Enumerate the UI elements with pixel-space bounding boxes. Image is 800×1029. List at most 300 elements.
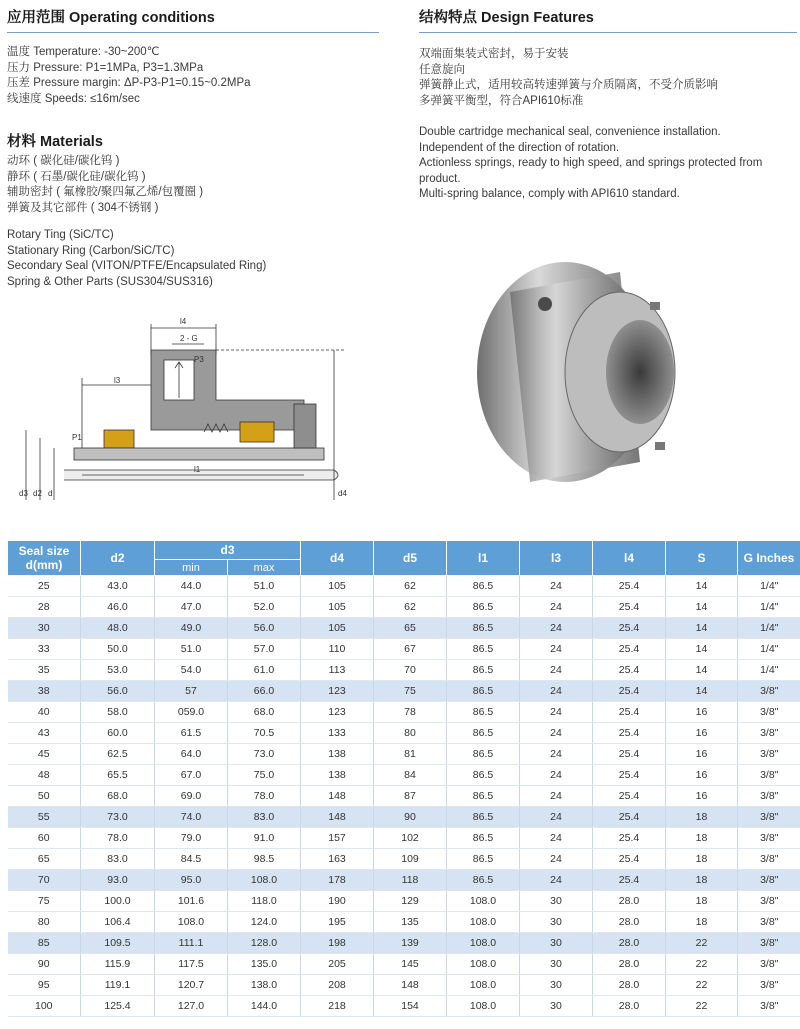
table-row xyxy=(8,597,800,618)
cell-d5: 78 xyxy=(374,702,447,723)
cell-seal-size: 80 xyxy=(8,912,81,933)
cell-s: 14 xyxy=(666,681,738,702)
design-cn-line: 双端面集装式密封，易于安装 xyxy=(419,48,569,60)
cell-s: 16 xyxy=(666,786,738,807)
cell-seal-size: 40 xyxy=(8,702,81,723)
cell-d5: 65 xyxy=(374,618,447,639)
cell-seal-size: 28 xyxy=(8,597,81,618)
cell-g-inches: 3/8" xyxy=(738,975,800,996)
cell-d4: 138 xyxy=(301,765,374,786)
cell-l3: 24 xyxy=(520,576,593,597)
cell-d5: 80 xyxy=(374,723,447,744)
cell-d4: 178 xyxy=(301,870,374,891)
cell-g-inches: 3/8" xyxy=(738,744,800,765)
cell-l4: 28.0 xyxy=(593,975,666,996)
cell-g-inches: 3/8" xyxy=(738,870,800,891)
cell-d3-max: 108.0 xyxy=(228,870,301,891)
cell-l1: 108.0 xyxy=(447,996,520,1017)
cell-g-inches: 3/8" xyxy=(738,933,800,954)
cell-d3-min: 44.0 xyxy=(155,576,228,597)
cell-seal-size: 75 xyxy=(8,891,81,912)
cell-l1: 86.5 xyxy=(447,618,520,639)
cell-d4: 190 xyxy=(301,891,374,912)
cell-seal-size: 60 xyxy=(8,828,81,849)
speed-line: 线速度 Speeds: ≤16m/sec xyxy=(7,92,140,105)
cell-seal-size: 85 xyxy=(8,933,81,954)
cell-d2: 62.5 xyxy=(81,744,155,765)
cell-d2: 119.1 xyxy=(81,975,155,996)
cell-l4: 25.4 xyxy=(593,702,666,723)
cell-d2: 46.0 xyxy=(81,597,155,618)
cell-d2: 60.0 xyxy=(81,723,155,744)
cell-d2: 115.9 xyxy=(81,954,155,975)
seal-cross-section-drawing xyxy=(4,300,356,510)
cell-l3: 24 xyxy=(520,681,593,702)
cell-l3: 24 xyxy=(520,849,593,870)
cell-seal-size: 30 xyxy=(8,618,81,639)
cell-d2: 73.0 xyxy=(81,807,155,828)
cell-seal-size: 90 xyxy=(8,954,81,975)
cell-l3: 24 xyxy=(520,723,593,744)
cell-d4: 123 xyxy=(301,702,374,723)
cell-d3-max: 68.0 xyxy=(228,702,301,723)
cell-l1: 108.0 xyxy=(447,912,520,933)
material-en-line: Spring & Other Parts (SUS304/SUS316) xyxy=(7,275,213,288)
cell-d3-max: 61.0 xyxy=(228,660,301,681)
operating-list xyxy=(7,45,251,107)
cell-l3: 30 xyxy=(520,912,593,933)
cell-seal-size: 25 xyxy=(8,576,81,597)
cell-d5: 148 xyxy=(374,975,447,996)
cell-l3: 24 xyxy=(520,597,593,618)
cell-l4: 25.4 xyxy=(593,828,666,849)
cell-g-inches: 3/8" xyxy=(738,891,800,912)
cell-l1: 86.5 xyxy=(447,849,520,870)
cell-l1: 86.5 xyxy=(447,807,520,828)
cell-d3-max: 66.0 xyxy=(228,681,301,702)
design-rule xyxy=(419,32,797,33)
cell-l1: 86.5 xyxy=(447,765,520,786)
l1-label: l1 xyxy=(194,465,201,474)
table-row xyxy=(8,744,800,765)
cell-d3-max: 52.0 xyxy=(228,597,301,618)
design-en-line: Multi-spring balance, comply with API610 standard. xyxy=(419,188,680,201)
cell-d5: 81 xyxy=(374,744,447,765)
cell-l4: 25.4 xyxy=(593,576,666,597)
cell-s: 16 xyxy=(666,723,738,744)
material-cn-line: 辅助密封 ( 氟橡胶/聚四氟乙烯/包覆圈 ) xyxy=(7,186,204,199)
material-cn-line: 弹簧及其它部件 ( 304不锈钢 ) xyxy=(7,201,159,214)
cell-d3-min: 120.7 xyxy=(155,975,228,996)
cell-s: 16 xyxy=(666,702,738,723)
header-l1: l1 xyxy=(447,541,520,576)
cell-g-inches: 3/8" xyxy=(738,807,800,828)
cell-l1: 86.5 xyxy=(447,828,520,849)
cell-seal-size: 50 xyxy=(8,786,81,807)
cell-d4: 163 xyxy=(301,849,374,870)
cell-seal-size: 65 xyxy=(8,849,81,870)
cell-s: 18 xyxy=(666,912,738,933)
table-row xyxy=(8,933,800,954)
cell-d2: 43.0 xyxy=(81,576,155,597)
header-d5: d5 xyxy=(374,541,447,576)
cell-l4: 28.0 xyxy=(593,996,666,1017)
cell-l3: 24 xyxy=(520,660,593,681)
cell-l3: 24 xyxy=(520,870,593,891)
header-d4: d4 xyxy=(301,541,374,576)
cell-d3-max: 144.0 xyxy=(228,996,301,1017)
design-cn-line: 任意旋向 xyxy=(419,63,465,76)
cell-d3-min: 127.0 xyxy=(155,996,228,1017)
table-row xyxy=(8,681,800,702)
cell-l3: 30 xyxy=(520,891,593,912)
cell-seal-size: 43 xyxy=(8,723,81,744)
design-cn-list xyxy=(419,47,718,109)
operating-heading: 应用范围 Operating conditions xyxy=(7,10,215,26)
cell-l3: 24 xyxy=(520,786,593,807)
cell-g-inches: 3/8" xyxy=(738,681,800,702)
cell-d5: 70 xyxy=(374,660,447,681)
cell-l3: 24 xyxy=(520,618,593,639)
header-l4: l4 xyxy=(593,541,666,576)
cell-s: 14 xyxy=(666,618,738,639)
cell-l1: 86.5 xyxy=(447,576,520,597)
cell-l3: 24 xyxy=(520,744,593,765)
cell-l4: 25.4 xyxy=(593,639,666,660)
cell-d3-min: 49.0 xyxy=(155,618,228,639)
cell-d2: 125.4 xyxy=(81,996,155,1017)
cell-s: 22 xyxy=(666,975,738,996)
cell-d3-max: 78.0 xyxy=(228,786,301,807)
cell-l1: 86.5 xyxy=(447,681,520,702)
cell-l1: 108.0 xyxy=(447,933,520,954)
cell-d3-min: 101.6 xyxy=(155,891,228,912)
cell-d2: 100.0 xyxy=(81,891,155,912)
cell-d4: 133 xyxy=(301,723,374,744)
cell-l3: 24 xyxy=(520,765,593,786)
cell-d4: 110 xyxy=(301,639,374,660)
cell-l1: 86.5 xyxy=(447,744,520,765)
table-row xyxy=(8,660,800,681)
cell-d2: 48.0 xyxy=(81,618,155,639)
cell-d2: 65.5 xyxy=(81,765,155,786)
cell-g-inches: 1/4" xyxy=(738,639,800,660)
cell-l1: 86.5 xyxy=(447,870,520,891)
table-row xyxy=(8,996,800,1017)
cell-d4: 105 xyxy=(301,618,374,639)
cell-l4: 25.4 xyxy=(593,849,666,870)
sleeve xyxy=(74,448,324,460)
cell-d5: 118 xyxy=(374,870,447,891)
d4-label: d4 xyxy=(338,489,347,498)
table-row xyxy=(8,828,800,849)
cell-d4: 123 xyxy=(301,681,374,702)
cell-d3-max: 124.0 xyxy=(228,912,301,933)
cell-l3: 24 xyxy=(520,702,593,723)
header-d3-max: max xyxy=(228,560,301,576)
design-en-line: Independent of the direction of rotation. xyxy=(419,141,620,154)
cell-g-inches: 3/8" xyxy=(738,996,800,1017)
cell-l4: 28.0 xyxy=(593,954,666,975)
cell-g-inches: 3/8" xyxy=(738,828,800,849)
cell-l3: 30 xyxy=(520,954,593,975)
cell-d5: 109 xyxy=(374,849,447,870)
cell-d5: 87 xyxy=(374,786,447,807)
header-d2: d2 xyxy=(81,541,155,576)
cell-l3: 24 xyxy=(520,807,593,828)
cell-d3-max: 75.0 xyxy=(228,765,301,786)
table-row xyxy=(8,786,800,807)
cell-d3-min: 69.0 xyxy=(155,786,228,807)
design-en-line: Actionless springs, ready to high speed, and springs protected from product. xyxy=(419,157,763,185)
operating-rule xyxy=(7,32,379,33)
materials-en-list xyxy=(7,228,266,290)
cell-d5: 62 xyxy=(374,576,447,597)
table-row xyxy=(8,954,800,975)
table-row xyxy=(8,912,800,933)
cell-d4: 148 xyxy=(301,807,374,828)
cell-s: 18 xyxy=(666,891,738,912)
set-screw xyxy=(650,302,660,310)
cell-d4: 198 xyxy=(301,933,374,954)
two-g-label: 2 - G xyxy=(180,334,198,343)
cell-d3-max: 57.0 xyxy=(228,639,301,660)
table-row xyxy=(8,849,800,870)
table-row xyxy=(8,891,800,912)
cell-g-inches: 3/8" xyxy=(738,954,800,975)
cell-d3-max: 73.0 xyxy=(228,744,301,765)
design-cn-line: 多弹簧平衡型，符合API610标准 xyxy=(419,94,584,107)
materials-cn-list xyxy=(7,154,203,216)
cell-d3-min: 67.0 xyxy=(155,765,228,786)
cell-d5: 90 xyxy=(374,807,447,828)
shaft-bore xyxy=(606,320,674,424)
cell-seal-size: 38 xyxy=(8,681,81,702)
cell-d5: 154 xyxy=(374,996,447,1017)
cell-g-inches: 3/8" xyxy=(738,849,800,870)
cell-s: 18 xyxy=(666,807,738,828)
cell-l3: 30 xyxy=(520,975,593,996)
design-en-line: Double cartridge mechanical seal, convenience installation. xyxy=(419,126,721,138)
header-l3: l3 xyxy=(520,541,593,576)
cell-d3-max: 138.0 xyxy=(228,975,301,996)
cell-d3-min: 79.0 xyxy=(155,828,228,849)
cell-d3-min: 95.0 xyxy=(155,870,228,891)
cell-g-inches: 3/8" xyxy=(738,786,800,807)
port-hole xyxy=(538,297,552,311)
cell-d4: 208 xyxy=(301,975,374,996)
cell-seal-size: 55 xyxy=(8,807,81,828)
cell-d5: 84 xyxy=(374,765,447,786)
cell-d4: 113 xyxy=(301,660,374,681)
cell-seal-size: 35 xyxy=(8,660,81,681)
cell-g-inches: 1/4" xyxy=(738,576,800,597)
cell-l3: 24 xyxy=(520,828,593,849)
header-g-inches: G Inches xyxy=(738,541,800,576)
cell-d3-max: 135.0 xyxy=(228,954,301,975)
cell-s: 14 xyxy=(666,660,738,681)
cell-d2: 106.4 xyxy=(81,912,155,933)
cell-s: 22 xyxy=(666,954,738,975)
cell-s: 14 xyxy=(666,597,738,618)
cell-d2: 83.0 xyxy=(81,849,155,870)
table-row xyxy=(8,870,800,891)
cell-d4: 138 xyxy=(301,744,374,765)
cell-seal-size: 95 xyxy=(8,975,81,996)
cell-d3-min: 47.0 xyxy=(155,597,228,618)
cell-d4: 195 xyxy=(301,912,374,933)
cell-d2: 93.0 xyxy=(81,870,155,891)
cell-d3-min: 111.1 xyxy=(155,933,228,954)
seal-product-photo xyxy=(470,232,702,507)
cell-d3-max: 83.0 xyxy=(228,807,301,828)
cell-l3: 30 xyxy=(520,933,593,954)
table-row xyxy=(8,765,800,786)
cell-seal-size: 48 xyxy=(8,765,81,786)
table-row xyxy=(8,702,800,723)
cell-s: 16 xyxy=(666,744,738,765)
cell-d5: 135 xyxy=(374,912,447,933)
cell-l3: 30 xyxy=(520,996,593,1017)
cell-s: 22 xyxy=(666,996,738,1017)
design-cn-line: 弹簧静止式，适用较高转速弹簧与介质隔离，不受介质影响 xyxy=(419,79,718,92)
materials-heading: 材料 Materials xyxy=(7,134,103,150)
cell-seal-size: 33 xyxy=(8,639,81,660)
cell-l1: 108.0 xyxy=(447,954,520,975)
l4-label: l4 xyxy=(180,317,187,326)
cell-l4: 25.4 xyxy=(593,723,666,744)
cell-l1: 108.0 xyxy=(447,891,520,912)
cell-l1: 86.5 xyxy=(447,723,520,744)
cell-l4: 25.4 xyxy=(593,660,666,681)
cell-d3-max: 128.0 xyxy=(228,933,301,954)
cell-g-inches: 1/4" xyxy=(738,660,800,681)
cell-d3-max: 118.0 xyxy=(228,891,301,912)
cell-l4: 25.4 xyxy=(593,786,666,807)
p1-label: P1 xyxy=(72,433,82,442)
cell-l1: 86.5 xyxy=(447,597,520,618)
cell-d3-min: 61.5 xyxy=(155,723,228,744)
seal-ring-right xyxy=(240,422,274,442)
cell-l4: 25.4 xyxy=(593,765,666,786)
cell-l4: 25.4 xyxy=(593,597,666,618)
cell-d5: 62 xyxy=(374,597,447,618)
header-d3: d3 xyxy=(155,541,301,560)
d3-label: d3 xyxy=(19,489,28,498)
cell-l4: 25.4 xyxy=(593,744,666,765)
cell-d5: 75 xyxy=(374,681,447,702)
cell-d4: 105 xyxy=(301,576,374,597)
cell-d2: 58.0 xyxy=(81,702,155,723)
cell-d3-min: 57 xyxy=(155,681,228,702)
material-en-line: Rotary Ting (SiC/TC) xyxy=(7,229,114,241)
d-label: d xyxy=(48,489,53,498)
cell-d2: 68.0 xyxy=(81,786,155,807)
cell-s: 18 xyxy=(666,849,738,870)
material-en-line: Stationary Ring (Carbon/SiC/TC) xyxy=(7,244,175,257)
cell-d3-max: 70.5 xyxy=(228,723,301,744)
table-row xyxy=(8,576,800,597)
header-d3-min: min xyxy=(155,560,228,576)
cell-l4: 25.4 xyxy=(593,807,666,828)
cell-d3-min: 64.0 xyxy=(155,744,228,765)
table-row xyxy=(8,975,800,996)
cell-d4: 205 xyxy=(301,954,374,975)
cell-d5: 145 xyxy=(374,954,447,975)
cell-d2: 78.0 xyxy=(81,828,155,849)
cell-d5: 129 xyxy=(374,891,447,912)
p3-label: P3 xyxy=(194,355,204,364)
cell-g-inches: 1/4" xyxy=(738,597,800,618)
cell-s: 14 xyxy=(666,639,738,660)
spec-table xyxy=(7,540,800,1017)
cell-l1: 108.0 xyxy=(447,975,520,996)
set-screw xyxy=(655,442,665,450)
design-heading: 结构特点 Design Features xyxy=(419,10,594,26)
d2-label: d2 xyxy=(33,489,42,498)
cell-l4: 28.0 xyxy=(593,933,666,954)
pressure-line: 压力 Pressure: P1=1MPa, P3=1.3MPa xyxy=(7,61,204,74)
cell-d5: 67 xyxy=(374,639,447,660)
cell-g-inches: 3/8" xyxy=(738,912,800,933)
flange xyxy=(294,404,316,448)
cell-d4: 148 xyxy=(301,786,374,807)
cell-d3-min: 74.0 xyxy=(155,807,228,828)
cell-g-inches: 3/8" xyxy=(738,723,800,744)
cell-d3-max: 51.0 xyxy=(228,576,301,597)
cell-g-inches: 3/8" xyxy=(738,702,800,723)
spec-table-body xyxy=(8,576,800,1017)
design-en-list xyxy=(419,125,795,203)
cell-s: 18 xyxy=(666,828,738,849)
pressure-margin-line: 压差 Pressure margin: ΔP-P3-P1=0.15~0.2MPa xyxy=(7,77,251,90)
cell-d3-min: 117.5 xyxy=(155,954,228,975)
material-cn-line: 静环 ( 石墨/碳化硅/碳化钨 ) xyxy=(7,170,146,183)
cell-d3-max: 98.5 xyxy=(228,849,301,870)
cell-d3-min: 54.0 xyxy=(155,660,228,681)
l3-label: l3 xyxy=(114,376,121,385)
cell-d2: 56.0 xyxy=(81,681,155,702)
cell-s: 22 xyxy=(666,933,738,954)
cell-d2: 109.5 xyxy=(81,933,155,954)
cell-l4: 28.0 xyxy=(593,891,666,912)
cell-d4: 157 xyxy=(301,828,374,849)
cell-l3: 24 xyxy=(520,639,593,660)
cell-seal-size: 70 xyxy=(8,870,81,891)
cell-g-inches: 3/8" xyxy=(738,765,800,786)
cell-d2: 50.0 xyxy=(81,639,155,660)
cell-l4: 25.4 xyxy=(593,618,666,639)
cell-d2: 53.0 xyxy=(81,660,155,681)
cell-d5: 102 xyxy=(374,828,447,849)
material-cn-line: 动环 ( 碳化硅/碳化钨 ) xyxy=(7,155,120,167)
cell-l1: 86.5 xyxy=(447,660,520,681)
cell-d4: 105 xyxy=(301,597,374,618)
cell-l1: 86.5 xyxy=(447,786,520,807)
table-row xyxy=(8,723,800,744)
cell-s: 16 xyxy=(666,765,738,786)
temperature-line: 温度 Temperature: -30~200℃ xyxy=(7,46,160,58)
material-en-line: Secondary Seal (VITON/PTFE/Encapsulated Ring) xyxy=(7,260,267,273)
cell-d4: 218 xyxy=(301,996,374,1017)
cell-l4: 28.0 xyxy=(593,912,666,933)
cell-l1: 86.5 xyxy=(447,702,520,723)
cell-l4: 25.4 xyxy=(593,681,666,702)
cell-d3-min: 84.5 xyxy=(155,849,228,870)
cell-d3-min: 059.0 xyxy=(155,702,228,723)
cell-l4: 25.4 xyxy=(593,870,666,891)
cell-g-inches: 1/4" xyxy=(738,618,800,639)
